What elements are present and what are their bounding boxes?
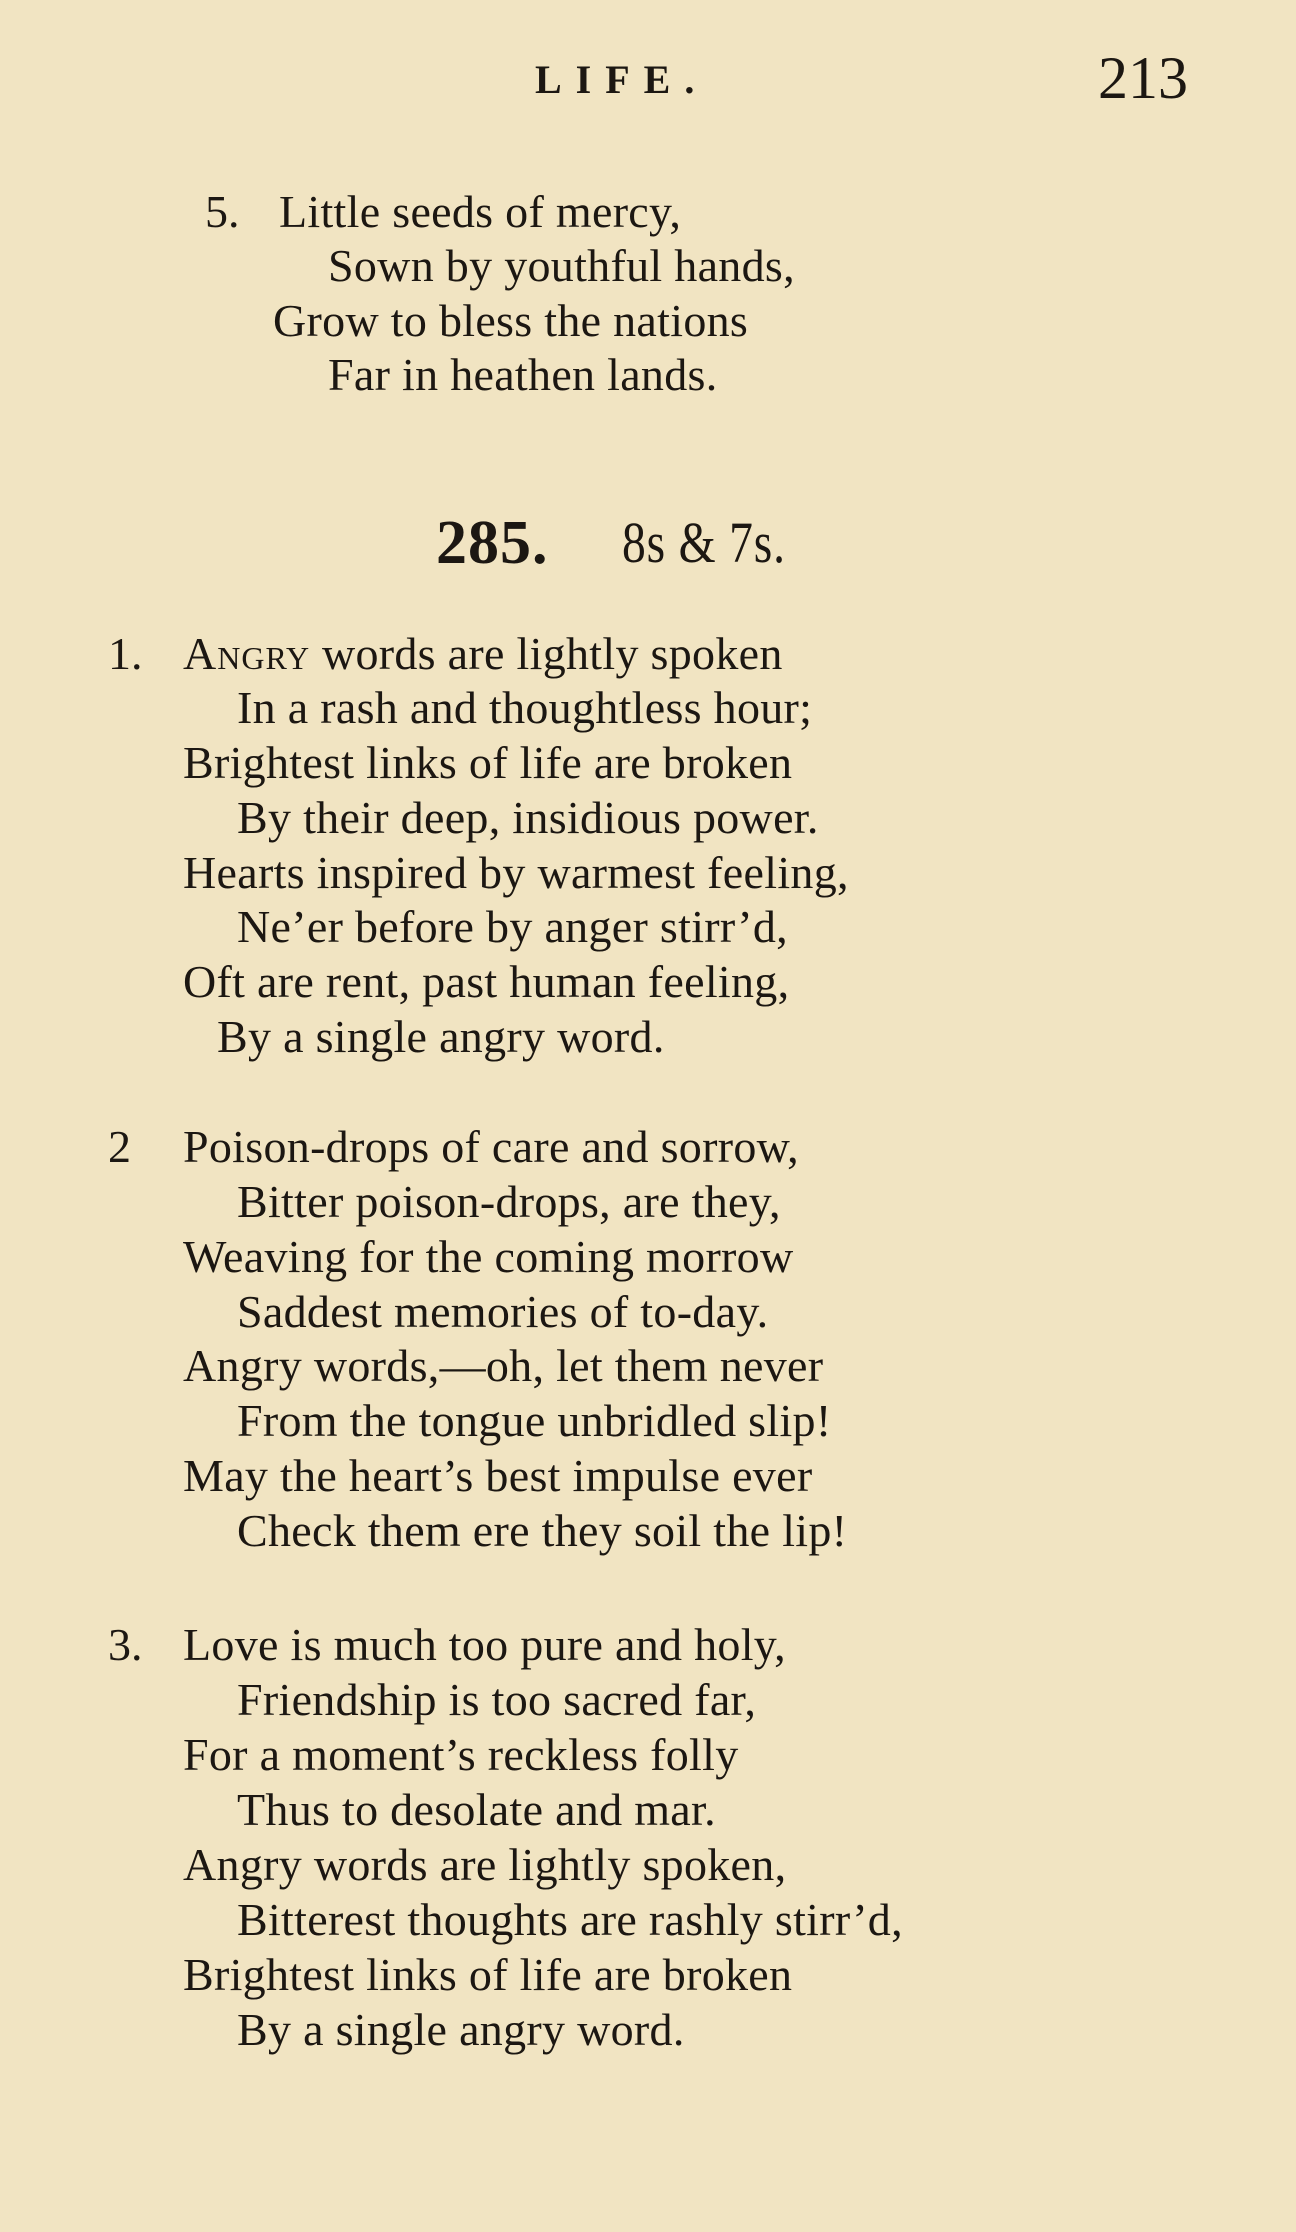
verse-line: Weaving for the coming morrow [183, 1231, 794, 1282]
verse-line: Bitterest thoughts are rashly stirr’d, [237, 1894, 903, 1945]
page-number: 213 [1098, 45, 1188, 111]
verse-line: Bitter poison-drops, are they, [237, 1176, 781, 1227]
running-header-title: LIFE. [535, 57, 709, 102]
verse-line: Check them ere they soil the lip! [237, 1505, 848, 1556]
verse-line: Poison-drops of care and sorrow, [183, 1121, 799, 1172]
verse-line: Sown by youthful hands, [328, 240, 795, 291]
stanza-number: 5. [205, 186, 240, 237]
verse-line [183, 628, 783, 679]
verse-line: By their deep, insidious power. [237, 792, 819, 843]
verse-first-word: Angry [183, 628, 311, 679]
verse-line: May the heart’s best impulse ever [183, 1450, 813, 1501]
verse-line: By a single angry word. [217, 1011, 665, 1062]
verse-line: Brightest links of life are broken [183, 1949, 793, 2000]
verse-line: From the tongue unbridled slip! [237, 1395, 832, 1446]
verse-line: Hearts inspired by warmest feeling, [183, 847, 849, 898]
verse-line: Thus to desolate and mar. [237, 1784, 716, 1835]
verse-line: Love is much too pure and holy, [183, 1619, 786, 1670]
stanza-number: 1. [108, 628, 143, 679]
stanza-number: 3. [108, 1619, 143, 1670]
stanza-number: 2 [108, 1121, 131, 1172]
verse-line: Brightest links of life are broken [183, 737, 793, 788]
verse-line: Friendship is too sacred far, [237, 1674, 757, 1725]
verse-line: Angry words are lightly spoken, [183, 1839, 787, 1890]
verse-line: Oft are rent, past human feeling, [183, 956, 790, 1007]
verse-line: By a single angry word. [237, 2004, 685, 2055]
verse-line: Saddest memories of to-day. [237, 1286, 769, 1337]
verse-line: Little seeds of mercy, [279, 186, 682, 237]
verse-line: For a moment’s reckless folly [183, 1729, 739, 1780]
hymn-meter: 8s & 7s. [622, 510, 786, 575]
verse-line-rest: words are lightly spoken [310, 628, 783, 679]
verse-line: Grow to bless the nations [273, 295, 749, 346]
hymn-number: 285. [436, 509, 549, 577]
verse-line: Far in heathen lands. [328, 349, 718, 400]
verse-line: Ne’er before by anger stirr’d, [237, 901, 788, 952]
verse-line: Angry words,—oh, let them never [183, 1340, 824, 1391]
verse-line: In a rash and thoughtless hour; [237, 682, 813, 733]
